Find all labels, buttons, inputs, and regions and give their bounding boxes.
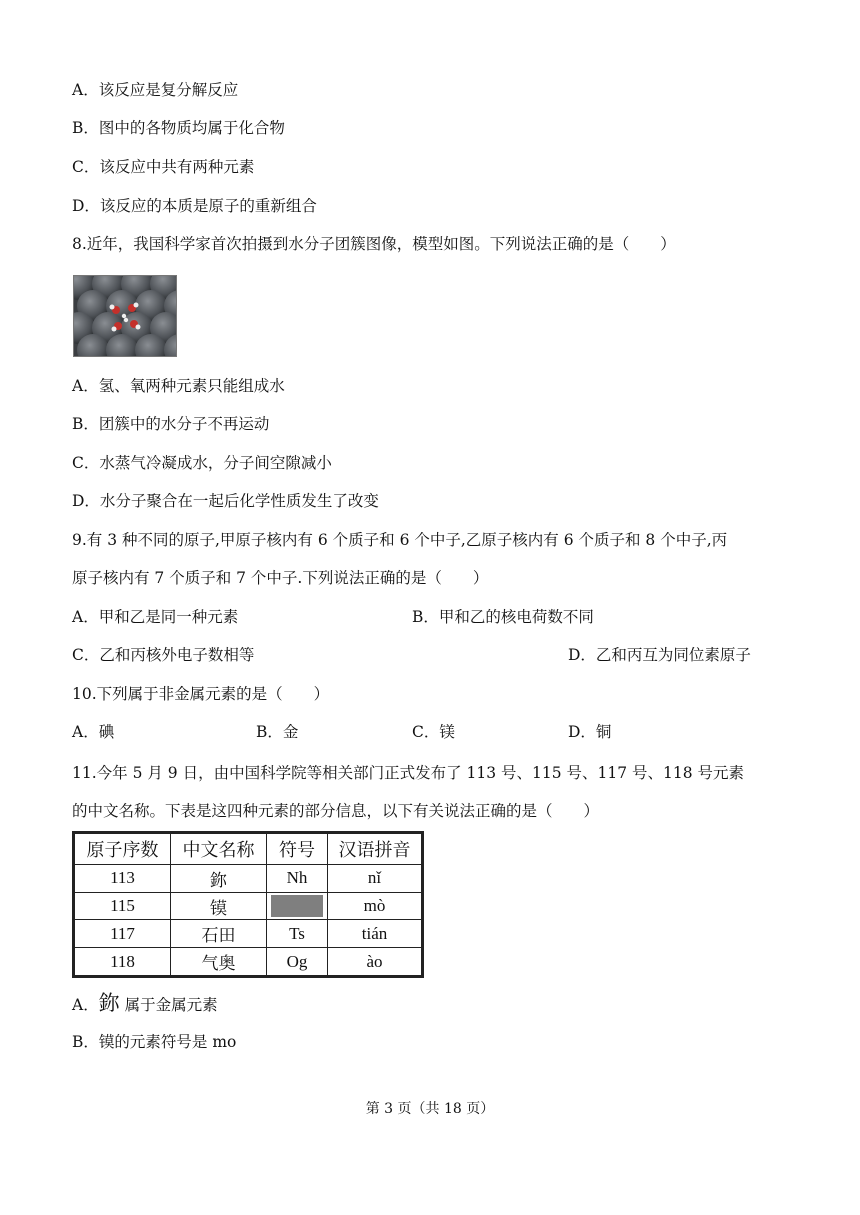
q9-option-c: C．乙和丙核外电子数相等 [72, 646, 255, 664]
option-a-prefix: A． [72, 996, 99, 1014]
q10-option-c: C．镁 [412, 723, 455, 741]
q8-stem: 8.近年，我国科学家首次拍摄到水分子团簇图像，模型如图。下列说法正确的是（ ） [72, 235, 676, 253]
q7-option-c: C．该反应中共有两种元素 [72, 158, 255, 176]
table-header-row [74, 833, 423, 865]
q7-option-d: D．该反应的本质是原子的重新组合 [72, 197, 317, 215]
table-cell: Nh [267, 865, 328, 893]
table-cell: 鉨 [171, 865, 267, 893]
q9-option-a: A．甲和乙是同一种元素 [72, 608, 239, 626]
table-header: 中文名称 [171, 833, 267, 865]
redacted-symbol-box [271, 895, 323, 917]
table-cell [267, 892, 328, 920]
q10-option-d: D．铜 [568, 723, 612, 741]
q10-option-b: B．金 [256, 723, 299, 741]
q7-option-b: B．图中的各物质均属于化合物 [72, 119, 285, 137]
q8-option-d: D．水分子聚合在一起后化学性质发生了改变 [72, 492, 379, 510]
table-header: 汉语拼音 [328, 833, 423, 865]
q11-option-b: B．镆的元素符号是 mo [72, 1033, 237, 1051]
table-cell: 117 [74, 920, 171, 948]
element-info-table [72, 831, 424, 978]
q9-stem-line2: 原子核内有 7 个质子和 7 个中子.下列说法正确的是（ ） [72, 569, 489, 587]
table-header: 符号 [267, 833, 328, 865]
table-row [74, 948, 423, 977]
table-cell: nǐ [328, 865, 423, 893]
q11-option-a [72, 993, 218, 1015]
q9-option-d: D．乙和丙互为同位素原子 [568, 646, 751, 664]
q10-stem: 10.下列属于非金属元素的是（ ） [72, 685, 330, 703]
table-cell: Og [267, 948, 328, 977]
q10-option-a: A．碘 [72, 723, 115, 741]
table-cell: ào [328, 948, 423, 977]
table-cell: tián [328, 920, 423, 948]
q7-option-a: A．该反应是复分解反应 [72, 81, 239, 99]
table-header: 原子序数 [74, 833, 171, 865]
option-a-text: 属于金属元素 [119, 996, 218, 1014]
q8-option-c: C．水蒸气冷凝成水，分子间空隙减小 [72, 454, 332, 472]
table-row [74, 865, 423, 893]
table-cell: 115 [74, 892, 171, 920]
table-cell: mò [328, 892, 423, 920]
table-cell: 石田 [171, 920, 267, 948]
q8-option-b: B．团簇中的水分子不再运动 [72, 415, 270, 433]
q9-stem-line1: 9.有 3 种不同的原子,甲原子核内有 6 个质子和 6 个中子,乙原子核内有 6 个质子和 8 个中子,丙 [72, 531, 728, 549]
q11-stem-line2: 的中文名称。下表是这四种元素的部分信息，以下有关说法正确的是（ ） [72, 802, 600, 820]
water-cluster-illustration [74, 276, 176, 356]
table-cell: 镆 [171, 892, 267, 920]
table-row [74, 892, 423, 920]
q11-stem-line1: 11.今年 5 月 9 日，由中国科学院等相关部门正式发布了 113 号、115 号、117 号、118 号元素 [72, 764, 745, 782]
q8-option-a: A．氢、氧两种元素只能组成水 [72, 377, 285, 395]
table-row [74, 920, 423, 948]
water-cluster-image [73, 275, 177, 357]
page-footer: 第 3 页（共 18 页） [365, 1101, 495, 1117]
table-cell: 118 [74, 948, 171, 977]
table-cell: 气奥 [171, 948, 267, 977]
q9-option-b: B．甲和乙的核电荷数不同 [412, 608, 594, 626]
table-cell: Ts [267, 920, 328, 948]
element-nh-char: 鉨 [98, 991, 120, 1015]
table-cell: 113 [74, 865, 171, 893]
